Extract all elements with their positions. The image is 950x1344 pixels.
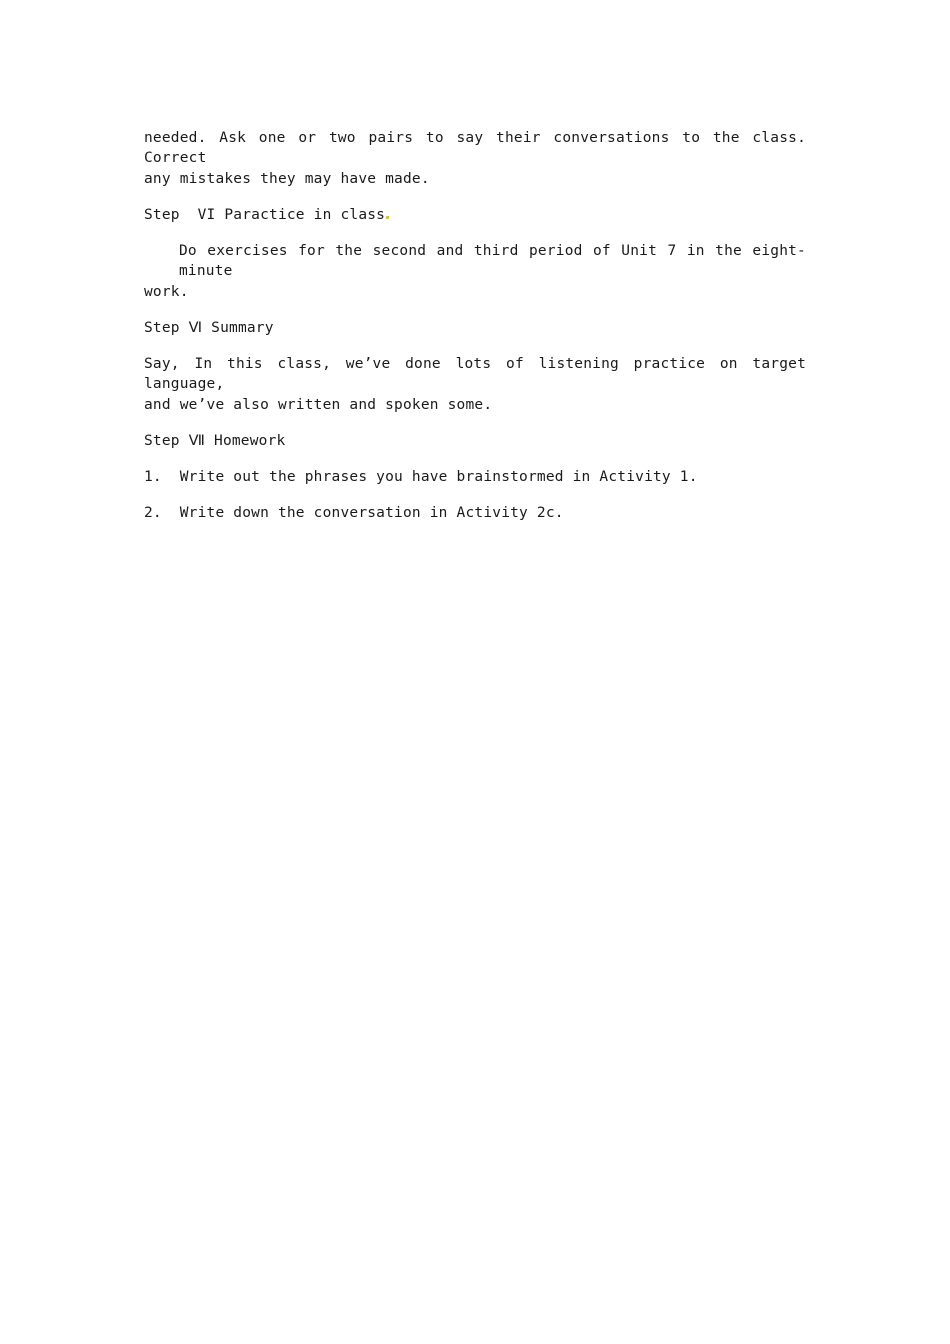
paragraph-line: needed. Ask one or two pairs to say their conversations to the class. Correct	[144, 130, 806, 166]
paragraph-line: any mistakes they may have made.	[144, 171, 430, 187]
list-item: 1. Write out the phrases you have brainstormed in Activity 1.	[144, 469, 698, 485]
step-heading: Step Ⅵ Summary	[144, 320, 274, 336]
step-heading: Step Ⅶ Homework	[144, 433, 286, 449]
step-heading	[144, 205, 389, 225]
paragraph-line: Say, In this class, we’ve done lots of listening practice on target language,	[144, 356, 806, 392]
step-heading-text: Step VI Paractice in class	[144, 207, 386, 223]
paragraph-line: work.	[144, 284, 189, 300]
paragraph-line: Do exercises for the second and third period of Unit 7 in the eight-minute	[179, 243, 806, 279]
edit-mark	[386, 216, 389, 219]
list-item: 2. Write down the conversation in Activity 2c.	[144, 505, 564, 521]
paragraph-line: and we’ve also written and spoken some.	[144, 397, 493, 413]
